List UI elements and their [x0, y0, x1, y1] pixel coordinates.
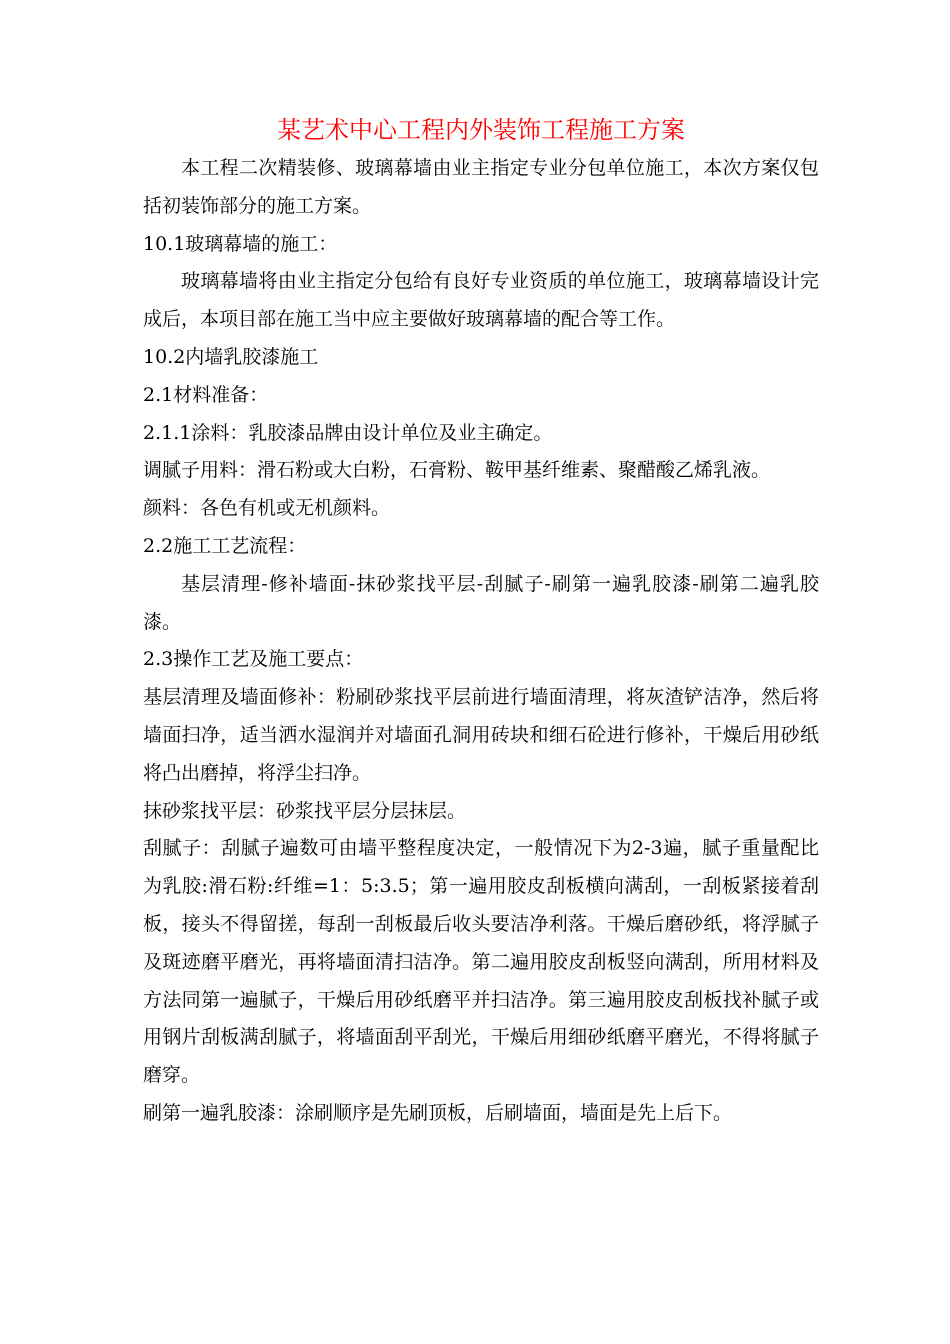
- paragraph: 抹砂浆找平层：砂浆找平层分层抹层。: [143, 799, 467, 822]
- document-body: [143, 150, 819, 1133]
- section-heading: 2.1材料准备：: [143, 383, 269, 406]
- document-page: [143, 110, 819, 1133]
- paragraph: 本工程二次精装修、玻璃幕墙由业主指定专业分包单位施工，本次方案仅包括初装饰部分的施工方案。: [143, 157, 819, 217]
- paragraph: 刮腻子：刮腻子遍数可由墙平整程度决定，一般情况下为2-3遍，腻子重量配比为乳胶:滑石粉:纤维=1：5:3.5；第一遍用胶皮刮板横向满刮，一刮板紧接着刮板，接头不得留搓，每刮一刮板最后收头要洁净利落。干燥后磨砂纸，将浮腻子及斑迹磨平磨光，再将墙面清扫洁净。第二遍用胶皮刮板竖向满刮，所用材料及方法同第一遍腻子，干燥后用砂纸磨平并扫洁净。第三遍用胶皮刮板找补腻子或用钢片刮板满刮腻子，将墙面刮平刮光，干燥后用细砂纸磨平磨光，不得将腻子磨穿。: [143, 837, 819, 1087]
- paragraph: 基层清理-修补墙面-抹砂浆找平层-刮腻子-刷第一遍乳胶漆-刷第二遍乳胶漆。: [143, 572, 819, 633]
- section-heading: 10.1玻璃幕墙的施工：: [143, 232, 338, 255]
- paragraph: 基层清理及墙面修补：粉刷砂浆找平层前进行墙面清理，将灰渣铲洁净，然后将墙面扫净，适当洒水湿润并对墙面孔洞用砖块和细石砼进行修补，干燥后用砂纸将凸出磨掉，将浮尘扫净。: [143, 686, 819, 784]
- paragraph: 颜料：各色有机或无机颜料。: [143, 497, 391, 520]
- section-heading: 10.2内墙乳胶漆施工: [143, 345, 319, 368]
- section-heading: 2.3操作工艺及施工要点：: [143, 648, 364, 671]
- paragraph: 2.1.1涂料：乳胶漆品牌由设计单位及业主确定。: [143, 421, 553, 444]
- paragraph: 调腻子用料：滑石粉或大白粉，石膏粉、鞍甲基纤维素、聚醋酸乙烯乳液。: [143, 459, 771, 482]
- paragraph: 刷第一遍乳胶漆：涂刷顺序是先刷顶板，后刷墙面，墙面是先上后下。: [143, 1101, 733, 1124]
- document-title: 某艺术中心工程内外装饰工程施工方案: [277, 116, 685, 144]
- paragraph: 玻璃幕墙将由业主指定分包给有良好专业资质的单位施工，玻璃幕墙设计完成后，本项目部在施工当中应主要做好玻璃幕墙的配合等工作。: [143, 270, 819, 331]
- section-heading: 2.2施工工艺流程：: [143, 534, 307, 557]
